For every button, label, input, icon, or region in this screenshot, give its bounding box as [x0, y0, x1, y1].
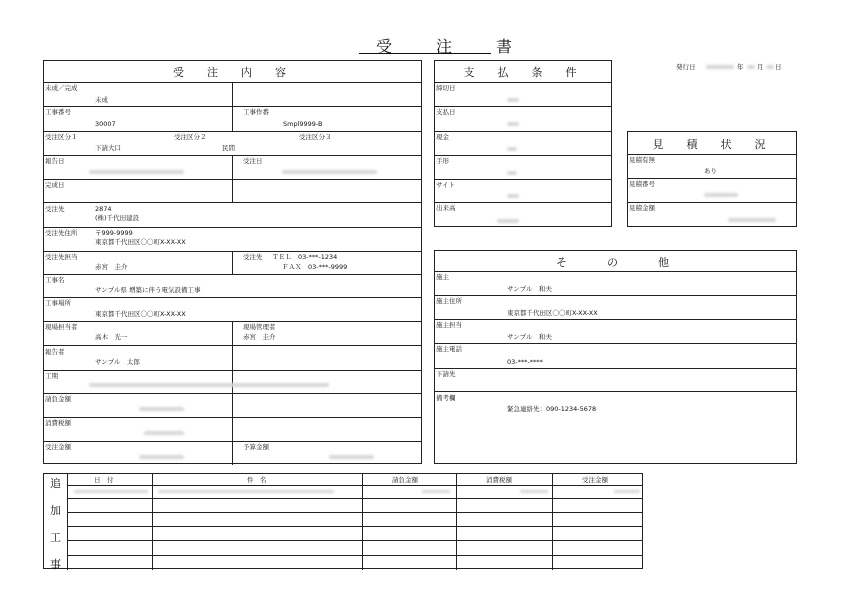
- owner-phone-label: 施主電話: [436, 345, 462, 353]
- client-name: (株)千代田建設: [95, 214, 140, 222]
- estimate-amount-label: 見積金額: [629, 204, 655, 212]
- client-tel: ＴＥＬ 03-***-1234: [272, 253, 338, 261]
- owner-address-label: 施主住所: [436, 297, 462, 305]
- project-name: サンプル県 増築に伴う電気設備工事: [95, 286, 201, 294]
- class2-value: 民間: [222, 144, 235, 152]
- additional-header-tax: 消費税額: [486, 476, 512, 484]
- issue-day-label: 日: [775, 63, 782, 71]
- order-amount-label: 受注金額: [45, 443, 71, 451]
- additional-row1-order: [614, 490, 640, 493]
- client-code: 2874: [95, 205, 112, 213]
- client-contact-label: 受注先担当: [45, 253, 78, 261]
- issue-date-label: 発行日: [676, 63, 696, 71]
- payment-site-value: [507, 194, 519, 198]
- payment-bill-value: [507, 171, 517, 175]
- order-amount-value: [139, 455, 184, 459]
- owner-contact: サンプル 和夫: [507, 333, 552, 341]
- class2-label: 受注区分２: [174, 133, 207, 141]
- estimate-exists-label: 見積有無: [629, 156, 655, 164]
- reporter-label: 報告者: [45, 348, 65, 356]
- complete-date-label: 完成日: [45, 181, 65, 189]
- additional-header-contract: 請負金額: [392, 476, 418, 484]
- contract-amount-value: [139, 407, 184, 411]
- payment-site-label: サイト: [436, 181, 456, 189]
- project-no-value: 30007: [95, 120, 116, 128]
- order-details-table: [43, 60, 422, 464]
- site-manager: 高木 光一: [95, 333, 128, 341]
- payment-date-label: 支払日: [436, 108, 456, 116]
- status-label: 未成／完成: [45, 84, 78, 92]
- period-value: [89, 383, 329, 387]
- additional-side-3: 工: [50, 531, 61, 544]
- class1-label: 受注区分１: [45, 133, 78, 141]
- payment-terms-table: [434, 60, 612, 227]
- payment-progress-label: 出来高: [436, 204, 456, 212]
- budget-amount-label: 予算金額: [243, 443, 269, 451]
- estimate-status-table: [627, 131, 797, 227]
- issue-month-value: [747, 65, 755, 69]
- report-date-label: 報告日: [45, 157, 65, 165]
- additional-side-1: 追: [50, 477, 61, 490]
- contract-amount-label: 請負金額: [45, 395, 71, 403]
- project-no-label: 工事番号: [45, 108, 71, 116]
- payment-cash-value: [507, 147, 517, 151]
- site-admin-label: 現場管理者: [243, 323, 276, 331]
- class1-value: 下請大口: [95, 144, 121, 152]
- received-date-value: [282, 170, 377, 174]
- period-label: 工期: [45, 372, 58, 380]
- payment-bill-label: 手形: [436, 157, 449, 165]
- estimate-number-label: 見積番号: [629, 180, 655, 188]
- owner-label: 施主: [436, 273, 449, 281]
- additional-side-2: 加: [50, 504, 61, 517]
- work-no-label: 工事作番: [243, 108, 269, 116]
- site-manager-label: 現場担当者: [45, 323, 78, 331]
- issue-day-value: [766, 65, 774, 69]
- owner-address: 東京都千代田区〇〇町X-XX-XX: [507, 309, 598, 317]
- estimate-status-heading: 見 積 状 況: [652, 138, 772, 151]
- page-title: 受 注 書: [376, 37, 527, 56]
- payment-terms-heading: 支 払 条 件: [463, 66, 583, 79]
- tax-amount-label: 消費税額: [45, 419, 71, 427]
- project-name-label: 工事名: [45, 276, 65, 284]
- client-label: 受注先: [45, 205, 65, 213]
- work-no-value: Smpl9999-B: [283, 120, 323, 128]
- additional-row1-contract: [422, 490, 450, 493]
- payment-progress-value: [497, 219, 519, 223]
- site-admin: 赤宮 圭介: [243, 333, 276, 341]
- additional-row1-subject: [158, 490, 334, 493]
- additional-header-order: 受注金額: [582, 476, 608, 484]
- additional-side-4: 事: [50, 558, 61, 571]
- client-fax: ＦＡＸ 03-***-9999: [282, 263, 348, 271]
- estimate-number-value: [704, 193, 738, 197]
- estimate-amount-value: [728, 218, 776, 222]
- additional-row1-date: [74, 490, 148, 493]
- issue-year-label: 年: [737, 63, 744, 71]
- payment-cash-label: 現金: [436, 133, 449, 141]
- additional-work-table: [43, 473, 643, 569]
- client-zip: 〒999-9999: [95, 229, 133, 237]
- tax-amount-value: [144, 431, 184, 435]
- site-label: 工事場所: [45, 299, 71, 307]
- owner-phone: 03-***-****: [507, 358, 543, 366]
- client-address: 東京都千代田区〇〇町X-XX-XX: [95, 238, 186, 246]
- reporter: サンプル 太郎: [95, 358, 140, 366]
- additional-header-subject: 件 名: [247, 476, 267, 484]
- note-label: 備考欄: [436, 394, 456, 402]
- issue-year-value: [706, 65, 734, 69]
- estimate-exists-value: あり: [704, 167, 717, 175]
- status-value: 未成: [95, 96, 108, 104]
- other-info-table: [434, 250, 797, 464]
- note-value: 緊急連絡先：090-1234-5678: [507, 405, 597, 413]
- class3-label: 受注区分３: [299, 133, 332, 141]
- site-address: 東京都千代田区〇〇町X-XX-XX: [95, 310, 186, 318]
- other-info-heading: そ の 他: [556, 256, 675, 269]
- payment-closing-label: 締切日: [436, 84, 456, 92]
- order-details-heading: 受 注 内 容: [173, 66, 292, 79]
- owner-contact-label: 施主担当: [436, 321, 462, 329]
- client-contact: 赤宮 圭介: [95, 263, 128, 271]
- client-tel-label: 受注先: [243, 253, 263, 261]
- received-date-label: 受注日: [243, 157, 263, 165]
- issue-month-label: 月: [757, 63, 764, 71]
- payment-date-value: [507, 122, 519, 126]
- additional-row1-tax: [520, 490, 548, 493]
- payment-closing-value: [507, 98, 519, 102]
- client-address-label: 受注先住所: [45, 229, 78, 237]
- additional-header-date: 日 付: [94, 476, 114, 484]
- report-date-value: [89, 170, 184, 174]
- owner-value: サンプル 和夫: [507, 285, 552, 293]
- subcontractor-label: 下請先: [436, 370, 456, 378]
- budget-amount-value: [329, 455, 374, 459]
- title-underline: [359, 53, 491, 54]
